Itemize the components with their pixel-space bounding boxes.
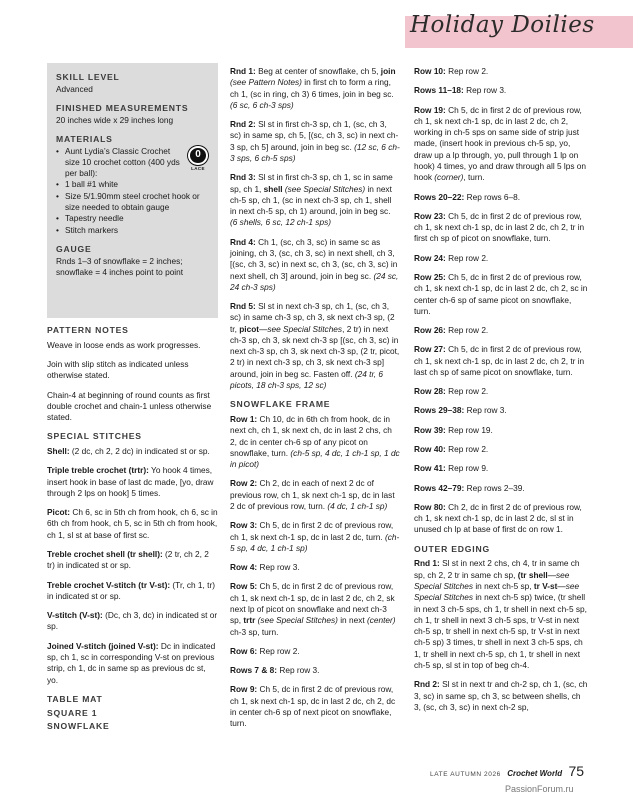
stitch-def: Triple treble crochet (trtr): Yo hook 4 times, insert hook in base of last dc made, [yo, draw through 2 lps on hook] 5 times. (47, 465, 214, 498)
yarn-weight-number: 0 (188, 146, 208, 165)
yarn-weight-icon (187, 146, 209, 172)
column-1 (47, 325, 218, 733)
stitch-def: Picot: Ch 6, sc in 5th ch from hook, ch 6, sc in 6th ch from hook, ch 5, sc in 5th ch from hook, ch 1, sl st at base of first sc. (47, 507, 218, 540)
page-footer (430, 762, 620, 781)
row-2: Row 2: Ch 2, dc in each of next 2 dc of previous row, ch 1, sk next ch-1 sp, dc in last 2 dc of previous row, turn. (4 dc, 1 ch-1 sp) (230, 478, 395, 511)
row-19: Row 19: Ch 5, dc in first 2 dc of previous row, ch 1, sk next ch-1 sp, dc in last 2 dc, ch 2, working in ch-5 sps on same side of strip just made, (insert hook in previous ch-5 sp, yo, draw up a lp through, yo, pull through 1 lp on hook) 4 times, yo and draw through all 5 lps on hook (corner), turn. (414, 104, 587, 183)
material-item: • Aunt Lydia’s Classic Crochet size 10 crochet cotton (400 yds per ball): 0 LACE (56, 146, 209, 180)
materials-list (56, 146, 209, 236)
row-5: Row 5: Ch 5, dc in first 2 dc of previous row, ch 1, sk next ch-1 sp, dc in last 2 dc, ch 2, sk next lp of picot on snowflake and next ch-3 sp, trtr (see Special Stitches) in next (center) ch-3 sp, turn. (230, 581, 396, 637)
material-item: • Size 5/1.90mm steel crochet hook or size needed to obtain gauge (56, 191, 209, 214)
gauge-value: Rnds 1–3 of snowflake = 2 inches; snowflake = 4 inches point to point (56, 255, 184, 277)
skill-value: Advanced (56, 83, 93, 94)
special-stitches-heading: SPECIAL STITCHES (47, 431, 142, 442)
note: Chain-4 at beginning of round counts as first double crochet and chain-1 unless otherwise stated. (47, 389, 212, 423)
table-mat-heading: TABLE MAT (47, 693, 103, 704)
round-1: Rnd 1: Beg at center of snowflake, ch 5, join (see Pattern Notes) in first ch to form a ring, ch 1, (sc in ring, ch 3) 6 times, join in beg sc. (6 sc, 6 ch-3 sps) (230, 66, 396, 110)
row-26: Row 26: Rep row 2. (414, 325, 489, 336)
materials-heading: MATERIALS (56, 133, 113, 144)
column-3 (414, 66, 589, 713)
stitch-def: Shell: (2 dc, ch 2, 2 dc) in indicated st or sp. (47, 446, 210, 457)
row-9: Row 9: Ch 5, dc in first 2 dc of previous row, ch 1, sk next ch-1 sp, dc in last 2 dc, ch 2, dc in center ch-6 sp of next picot on snowflake, turn. (230, 684, 396, 729)
row-10: Row 10: Rep row 2. (414, 66, 489, 76)
page-title: Holiday Doilies (410, 12, 595, 38)
row-3: Row 3: Ch 5, dc in first 2 dc of previous row, ch 1, sk next ch-1 sp, dc in last 2 dc, turn. (ch-5 sp, 4 dc, 1 ch-1 sp) (230, 520, 400, 553)
round-4: Rnd 4: Ch 1, (sc, ch 3, sc) in same sc as joining, ch 3, (sc, ch 3, sc) in next shell, ch 3, [(sc, ch 3, sc) in next sc, ch 3, (sc, ch 3, sc) in next shell, ch 3] around, join in beg sc. (24 sc, 24 ch-3 sps) (230, 236, 399, 292)
material-item: • Tapestry needle (56, 213, 209, 224)
rows-11-18: Rows 11–18: Rep row 3. (414, 85, 507, 96)
pattern-notes-heading: PATTERN NOTES (47, 325, 129, 335)
skill-heading: SKILL LEVEL (56, 72, 120, 82)
row-1: Row 1: Ch 10, dc in 6th ch from hook, dc in next ch, ch 1, sk next ch, dc in last 2 chs, ch 2, dc in center ch-6 sp of any picot on snowflake, turn. (ch-5 sp, 4 dc, 1 ch-1 sp, 1 dc in picot) (230, 414, 400, 470)
column-2 (230, 66, 400, 729)
round-2: Rnd 2: Sl st in first ch-3 sp, ch 1, (sc, ch 3, sc) in same sp, ch 5, [(sc, ch 3, sc) in next ch-3 sp, ch 5] around, join in beg sc. (12 sc, 6 ch-3 sps, 6 ch-5 sps) (230, 119, 400, 163)
measurements-heading: FINISHED MEASUREMENTS (56, 102, 189, 113)
snowflake-frame-heading: SNOWFLAKE FRAME (230, 399, 331, 410)
row-80: Row 80: Ch 2, dc in first 2 dc of previous row, ch 1, sk next ch-1 sp, dc in last 2 dc, sl st in unused ch lp at base of first dc on row 1. (414, 501, 582, 535)
round-3: Rnd 3: Sl st in first ch-3 sp, ch 1, sc in same sp, ch 1, shell (see Special Stitches) in next ch-5 sp, ch 1, (sc in next ch-3 sp, ch 1, shell in next ch-5 sp, ch 1) around, join in beg sc. (6 shells, 6 sc, 12 ch-1 sps) (230, 172, 393, 228)
material-subitem: • 1 ball #1 white (56, 179, 209, 190)
page-number: 75 (568, 763, 585, 779)
rows-20-22: Rows 20–22: Rep rows 6–8. (414, 191, 521, 202)
edging-round-2: Rnd 2: Sl st in next tr and ch-2 sp, ch 1, (sc, ch 3, sc) in same sp, ch 3, sc between shells, ch 3, (sc, ch 3, sc) in next ch-2 sp, (414, 679, 588, 712)
row-41: Row 41: Rep row 9. (414, 463, 489, 474)
magazine-name: Crochet World (507, 769, 563, 778)
pattern-info-box (47, 63, 218, 318)
yarn-weight-label: LACE (191, 165, 205, 171)
row-25: Row 25: Ch 5, dc in first 2 dc of previous row, ch 1, sk next ch-1 sp, dc in last 2 dc, ch 2, sc in center ch-6 sp of same picot on snowflake, turn. (414, 271, 588, 316)
stitch-def: Treble crochet shell (tr shell): (2 tr, ch 2, 2 tr) in indicated st or sp. (47, 549, 209, 571)
measurements-value: 20 inches wide x 29 inches long (56, 114, 174, 125)
stitch-def: Joined V-stitch (joined V-st): Dc in indicated sp, ch 1, sc in corresponding V-st on previous strip, ch 1, dc in same sp as previous dc st, yo. (47, 640, 216, 685)
round-5: Rnd 5: Sl st in next ch-3 sp, ch 1, (sc, ch 3, sc) in same ch-3 sp, ch 3, sk next ch-3 sp, (2 tr, picot—see Special Stitches, 2 tr) in next ch-3 sp, ch 3, sk next ch-3 sp [(sc, ch 3, sc) in next ch-3 sp, ch 3, sk next ch-3 sp, (2 tr, picot, 2 tr) in next ch-3 sp, ch 3, sk next ch-3 sp] around, join in beg sc. Fasten off. (24 tr, 6 picots, 18 ch-3 sps, 12 sc) (230, 301, 400, 391)
material-item: • Stitch markers (56, 225, 209, 236)
row-24: Row 24: Rep row 2. (414, 252, 489, 263)
square-heading: SQUARE 1 (47, 707, 98, 718)
row-40: Row 40: Rep row 2. (414, 444, 489, 455)
row-4: Row 4: Rep row 3. (230, 562, 300, 573)
row-6: Row 6: Rep row 2. (230, 645, 300, 656)
outer-edging-heading: OUTER EDGING (414, 543, 490, 554)
rows-29-38: Rows 29–38: Rep row 3. (414, 405, 507, 416)
issue-date: LATE AUTUMN 2026 (430, 771, 501, 778)
stitch-def: Treble crochet V-stitch (tr V-st): (Tr, ch 1, tr) in indicated st or sp. (47, 579, 215, 601)
rows-42-79: Rows 42–79: Rep rows 2–39. (414, 482, 525, 493)
stitch-def: V-stitch (V-st): (Dc, ch 3, dc) in indicated st or sp. (47, 610, 218, 632)
gauge-heading: GAUGE (56, 243, 92, 254)
snowflake-heading: SNOWFLAKE (47, 721, 110, 732)
row-39: Row 39: Rep row 19. (414, 424, 493, 435)
edging-round-1: Rnd 1: Sl st in next 2 chs, ch 4, tr in same ch sp, ch 2, 2 tr in same ch sp, (tr shell—see Special Stitches in next ch-5 sp, tr V-st—see Special Stitches in next ch-5 sp) twice, (tr shell in next 3 ch-5 sps, ch 1, tr shell in next ch-5 sp, ch 1, tr shell in next 3 ch-5 sps, tr V-st in next ch-5 sp, tr shell in next ch-5 sp, tr V-st in next ch-5 sp) 3 times, tr shell in next 3 ch-5 sps, ch 1, tr shell in next ch-5 sp, ch 1, tr shell in next ch-5 sp, sl st in top of beg ch-4. (414, 558, 587, 670)
note: Weave in loose ends as work progresses. (47, 339, 201, 350)
row-28: Row 28: Rep row 2. (414, 386, 489, 397)
watermark: PassionForum.ru (505, 784, 574, 794)
note: Join with slip stitch as indicated unless otherwise stated. (47, 358, 189, 381)
rows-7-8: Rows 7 & 8: Rep row 3. (230, 665, 320, 676)
row-27: Row 27: Ch 5, dc in first 2 dc of previous row, ch 1, sk next ch-1 sp, dc in last 2 dc, ch 2, tr in last ch sp of same picot on snowflake, turn. (414, 344, 585, 377)
row-23: Row 23: Ch 5, dc in first 2 dc of previous row, ch 1, sk next ch-1 sp, dc in last 2 dc, ch 2, tr in first ch sp of picot on snowflake, turn. (414, 210, 585, 244)
